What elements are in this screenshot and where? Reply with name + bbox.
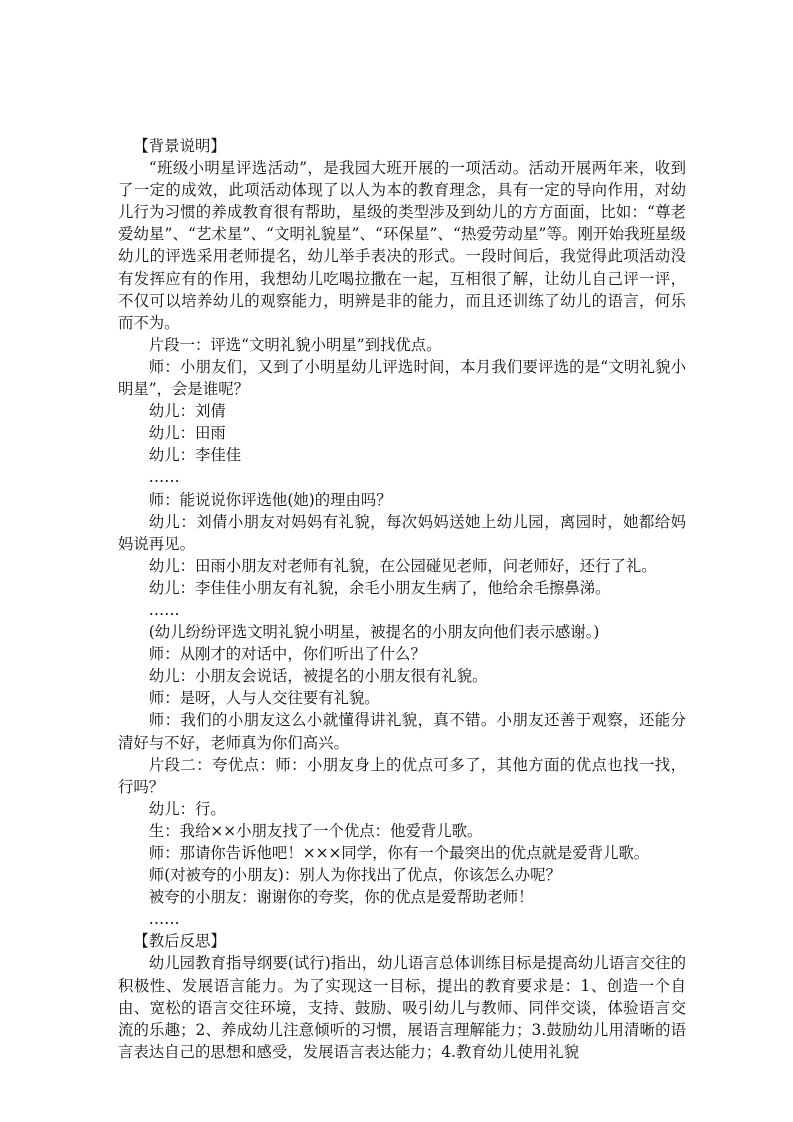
segment2-line: 幼儿：行。 xyxy=(148,799,226,818)
segment2-line: 被夸的小朋友：谢谢你的夸奖，你的优点是爱帮助老师！ xyxy=(148,888,534,907)
segment1-line: 师：小朋友们，又到了小明星幼儿评选时间，本月我们要评选的是“文明礼貌小明星”，会是谁呢？ xyxy=(118,357,686,399)
ellipsis: …… xyxy=(148,910,180,929)
segment2-line: 生：我给××小朋友找了一个优点：他爱背儿歌。 xyxy=(148,821,483,840)
segment1-line: 幼儿：李佳佳 xyxy=(148,446,242,465)
segment1-line: 师：能说说你评选他(她)的理由吗？ xyxy=(148,490,392,509)
segment1-line: 幼儿：李佳佳小朋友有礼貌，余毛小朋友生病了，他给余毛擦鼻涕。 xyxy=(148,578,611,597)
reflection-paragraph: 幼儿园教育指导纲要(试行)指出，幼儿语言总体训练目标是提高幼儿语言交往的积极性、发展语言能力。为了实现这一目标，提出的教育要求是：1、创造一个自由、宽松的语言交往环境，支持、鼓励、吸引幼儿与教师、同伴交谈，体验语言交流的乐趣；2、养成幼儿注意倾听的习惯，展语言理解能力；3.鼓励幼儿用清晰的语言表达自己的思想和感受，发展语言表达能力；4.教育幼儿使用礼貌 xyxy=(118,954,686,1061)
ellipsis: …… xyxy=(148,468,180,487)
segment1-line: 幼儿：刘倩 xyxy=(148,402,226,421)
segment1-line: 幼儿：田雨小朋友对老师有礼貌，在公园碰见老师，问老师好，还行了礼。 xyxy=(148,556,657,575)
segment1-line: 师：我们的小朋友这么小就懂得讲礼貌，真不错。小朋友还善于观察，还能分清好与不好，老师真为你们高兴。 xyxy=(118,711,686,752)
background-heading: 【背景说明】 xyxy=(133,137,226,155)
document-page xyxy=(118,135,686,1063)
segment2-line: 片段二：夸优点：师：小朋友身上的优点可多了，其他方面的优点也找一找，行吗？ xyxy=(118,755,686,796)
segment1-line: 幼儿：小朋友会说话，被提名的小朋友很有礼貌。 xyxy=(148,667,488,686)
reflection-heading: 【教后反思】 xyxy=(133,932,226,951)
intro-paragraph: “班级小明星评选活动”，是我园大班开展的一项活动。活动开展两年来，收到了一定的成效，此项活动体现了以人为本的教育理念，具有一定的导向作用，对幼儿行为习惯的养成教育很有帮助，星级的类型涉及到幼儿的方方面面，比如：“尊老爱幼星”、“艺术星”、“文明礼貌星”、“环保星”、“热爱劳动星”等。刚开始我班星级幼儿的评选采用老师提名，幼儿举手表决的形式。一段时间后，我觉得此项活动没有发挥应有的作用，我想幼儿吃喝拉撒在一起，互相很了解，让幼儿自己评一评，不仅可以培养幼儿的观察能力，明辨是非的能力，而且还训练了幼儿的语言，何乐而不为。 xyxy=(118,159,686,332)
segment1-line: 师：是呀，人与人交往要有礼貌。 xyxy=(148,689,380,708)
ellipsis: …… xyxy=(148,600,180,619)
segment1-line: 片段一：评选“文明礼貌小明星”到找优点。 xyxy=(148,335,442,354)
segment2-line: 师(对被夸的小朋友)：别人为你找出了优点，你该怎么办呢？ xyxy=(148,866,561,885)
segment1-line: 师：从刚才的对话中，你们听出了什么？ xyxy=(148,645,426,664)
segment1-line: 幼儿：田雨 xyxy=(148,424,226,443)
segment1-line: 幼儿：刘倩小朋友对妈妈有礼貌，每次妈妈送她上幼儿园，离园时，她都给妈妈说再见。 xyxy=(118,512,686,553)
segment1-line: (幼儿纷纷评选文明礼貌小明星，被提名的小朋友向他们表示感谢。) xyxy=(148,623,600,642)
segment2-line: 师：那请你告诉他吧！×××同学，你有一个最突出的优点就是爱背儿歌。 xyxy=(148,844,650,862)
